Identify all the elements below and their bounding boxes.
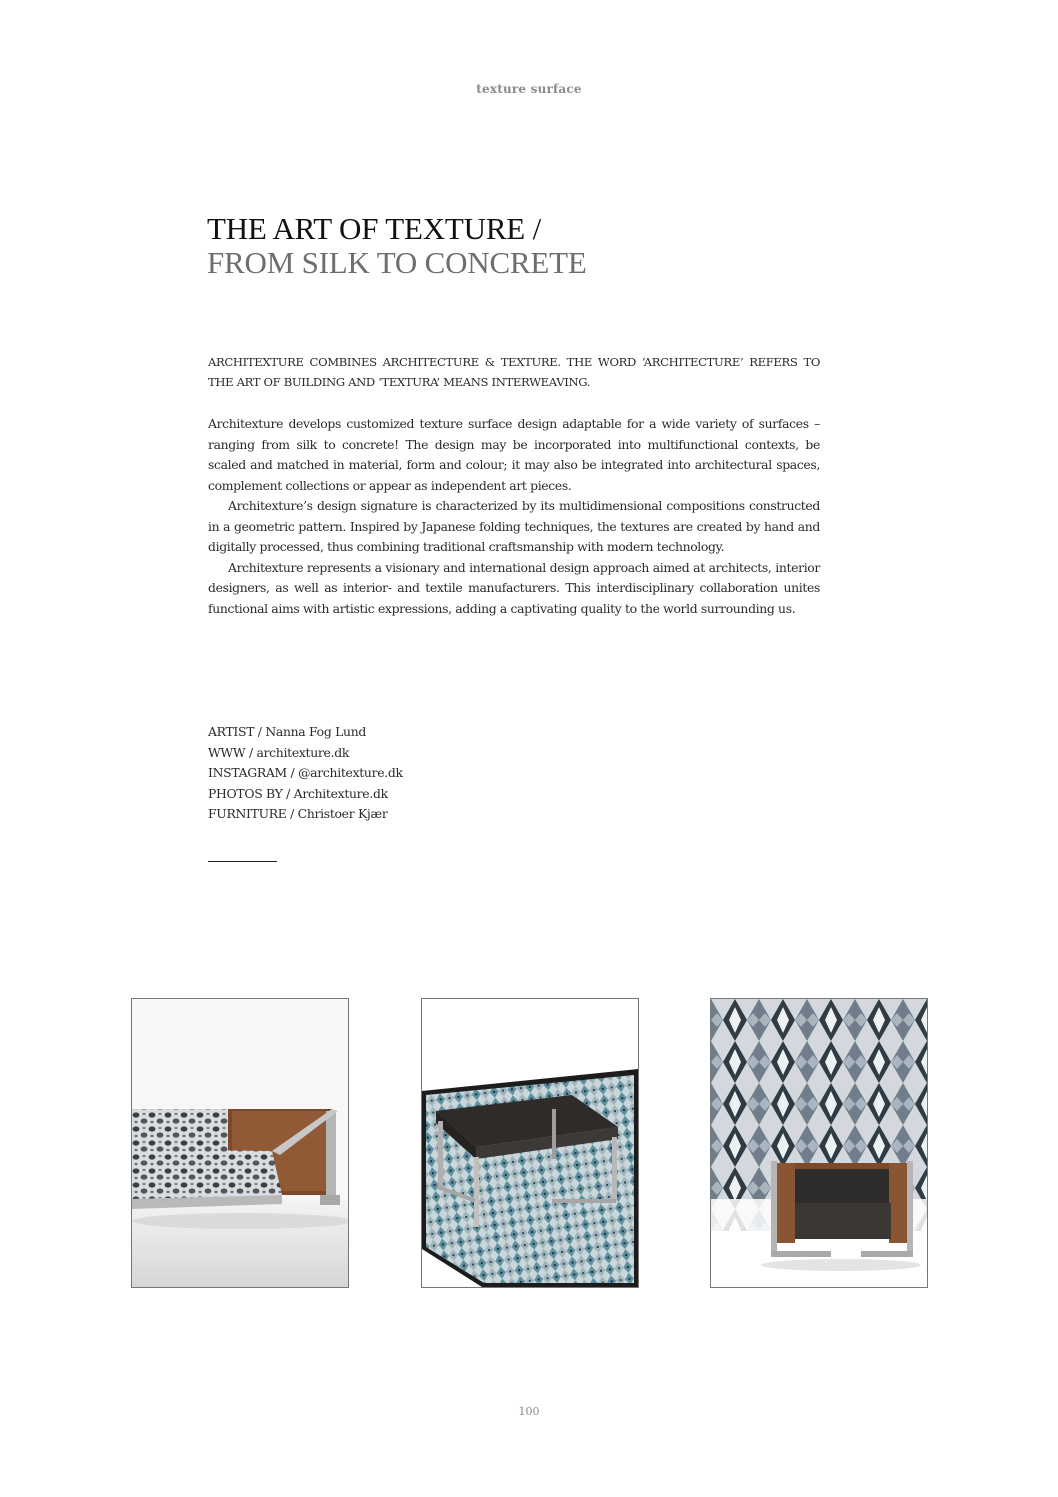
lead-paragraph: ARCHITEXTURE COMBINES ARCHITECTURE & TEXTURE. THE WORD ‘ARCHITECTURE’ REFERS TO THE ART OF BUILDING AND ‘TEXTURA’ MEANS INTERWEAVING. xyxy=(208,355,820,389)
credit-website: WWW / architexture.dk xyxy=(208,744,350,760)
credit-instagram: INSTAGRAM / @architexture.dk xyxy=(208,765,403,780)
title-line-2: FROM SILK TO CONCRETE xyxy=(207,245,587,280)
credits-list xyxy=(208,722,403,825)
section-divider xyxy=(208,861,277,862)
body-paragraph-1: Architexture develops customized texture surface design adaptable for a wide variety of surfaces – ranging from silk to concrete! The design may be incorporated into multifunctional contexts, be scaled and matched in material, form and colour; it may also be integrated into architectural spaces, complement collections or appear as independent art pieces. xyxy=(208,416,820,493)
running-header: texture surface xyxy=(476,82,582,96)
credit-photos: PHOTOS BY / Architexture.dk xyxy=(208,785,388,801)
title-line-1: THE ART OF TEXTURE / xyxy=(207,211,542,246)
armchair-pattern-wall-photo xyxy=(710,998,928,1288)
body-paragraph-3: Architexture represents a visionary and international design approach aimed at architects, interior designers, as well as interior- and textile manufacturers. This interdisciplinary collaboration unites functional aims with artistic expressions, adding a captivating quality to the world surrounding us. xyxy=(208,559,820,616)
sofa-photo xyxy=(131,998,349,1288)
table-on-rug-photo xyxy=(421,998,639,1288)
credit-furniture: FURNITURE / Christoer Kjær xyxy=(208,806,388,821)
credit-artist: ARTIST / Nanna Fog Lund xyxy=(208,724,367,739)
article-title xyxy=(207,212,587,280)
page-number: 100 xyxy=(518,1405,540,1418)
body-text xyxy=(208,414,820,619)
body-paragraph-2: Architexture’s design signature is characterized by its multidimensional compositions constructed in a geometric pattern. Inspired by Japanese folding techniques, the textures are created by hand and digitally processed, thus combining traditional craftsmanship with modern technology. xyxy=(208,498,820,554)
